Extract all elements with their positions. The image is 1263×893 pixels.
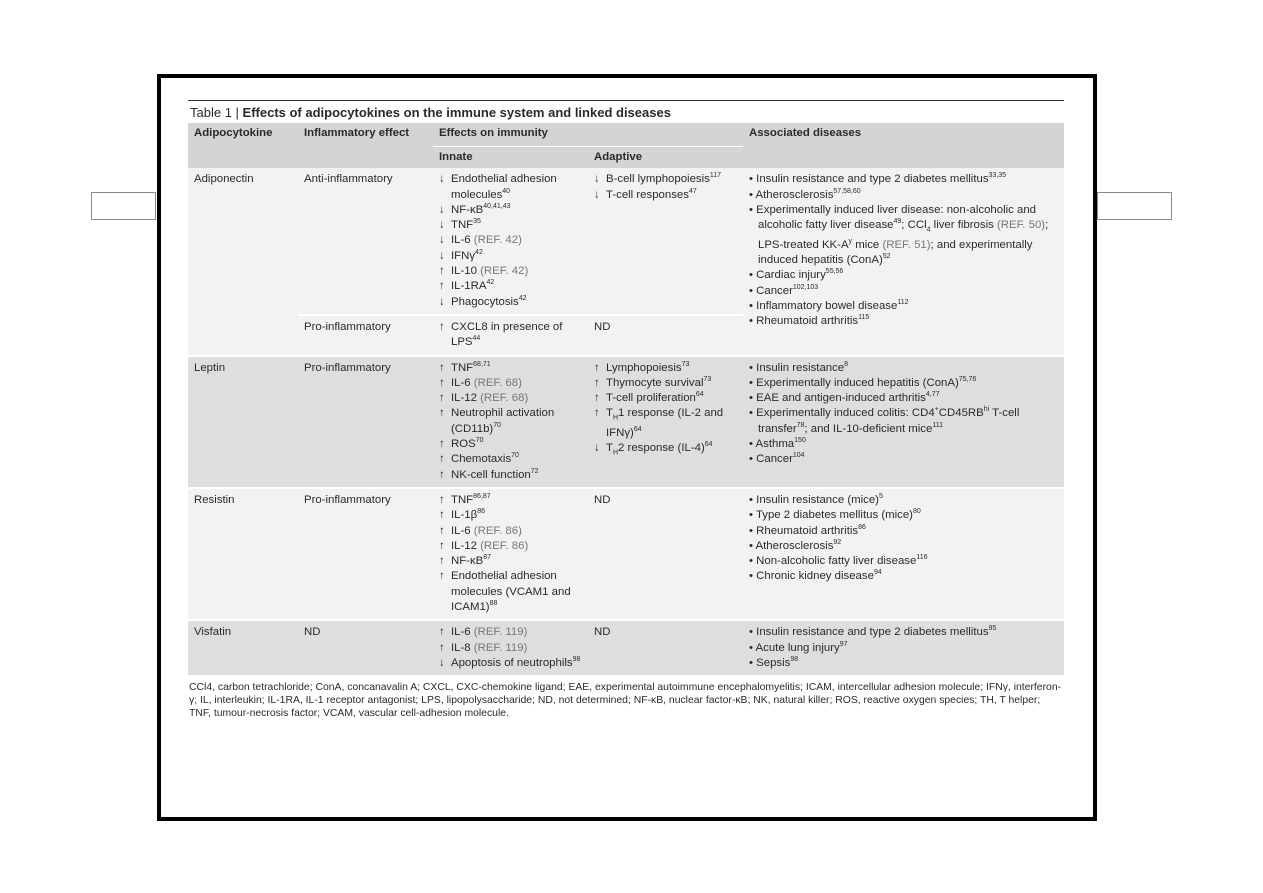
table-frame (157, 74, 1097, 821)
cell-resistin-name: Resistin (188, 488, 298, 620)
cell-adiponectin-diseases: • Insulin resistance and type 2 diabetes mellitus$^{33,35}$ • Atherosclerosis$^{57,58,60}$ • Experimentally induced liver disease: non-alcoholic and alcoholic fatty liver disease$^{49}$; CCl$_4$ liver fibrosis (REF. 50); LPS-treated $KK-A^y$ mice (REF. 51); and experimentally induced hepatitis (ConA)$^{52}$ • Cardiac injury$^{55,56}$ • Cancer$^{102,103}$ • Inflammatory bowel disease$^{112}$ • Rheumatoid arthritis$^{115}$ (743, 168, 1064, 355)
up-arrow-icon: ↑ (439, 438, 445, 451)
right-empty-box (1097, 192, 1172, 220)
up-arrow-icon: ↑ (594, 376, 600, 389)
header-row (188, 123, 1064, 147)
cell-leptin-name: Leptin (188, 356, 298, 488)
header-innate: Innate (433, 147, 588, 169)
up-arrow-icon: ↑ (439, 265, 445, 278)
header-effects-on-immunity: Effects on immunity (433, 123, 743, 147)
cell-visfatin-effect: ND (298, 620, 433, 675)
cell-adiponectin-adaptive: ↓ B-cell lymphopoiesis$^{117}$ ↓ T-cell responses$^{47}$ (588, 168, 743, 315)
header-adaptive: Adaptive (588, 147, 743, 169)
down-arrow-icon: ↓ (439, 219, 445, 232)
cell-resistin-diseases: • Insulin resistance (mice)$^5$ • Type 2 diabetes mellitus (mice)$^{80}$ • Rheumatoid arthritis$^{86}$ • Atherosclerosis$^{92}$ • Non-alcoholic fatty liver disease$^{116}$ • Chronic kidney disease$^{94}$ (743, 488, 1064, 620)
up-arrow-icon: ↑ (439, 524, 445, 537)
table-row-visfatin (188, 620, 1064, 675)
cell-leptin-adaptive: ↑ Lymphopoiesis$^{73}$ ↑ Thymocyte survival$^{73}$ ↑ T-cell proliferation$^{64}$ ↑ $T_H1$ response (IL-2 and IFNγ)$^{64}$ ↓ $T_H2$ response $(IL-4)^{64}$ (588, 356, 743, 488)
cell-visfatin-innate: ↑ IL-6 (REF. 119) ↑ IL-8 (REF. 119) ↓ Apoptosis of neutrophils$^{98}$ (433, 620, 588, 675)
up-arrow-icon: ↑ (439, 361, 445, 374)
down-arrow-icon: ↓ (439, 249, 445, 262)
cell-resistin-effect: Pro-inflammatory (298, 488, 433, 620)
up-arrow-icon: ↑ (439, 453, 445, 466)
up-arrow-icon: ↑ (439, 539, 445, 552)
cell-leptin-effect: Pro-inflammatory (298, 356, 433, 488)
table-title-main: Effects of adipocytokines on the immune system and linked diseases (242, 105, 671, 120)
cell-leptin-diseases: • Insulin resistance$^8$ • Experimentally induced hepatitis (ConA)$^{75,76}$ • EAE and antigen-induced arthritis$^{4,77}$ • Experimentally induced colitis: $CD4^+CD45RB^{hi}$ T-cell transfer$^{78}$; and IL-10-deficient mice$^{111}$ • Asthma$^{150}$ • Cancer$^{104}$ (743, 356, 1064, 488)
cell-resistin-innate: ↑ TNF$^{86,87}$ ↑ $IL-1\beta^{86}$ ↑ IL-6 (REF. 86) ↑ IL-12 (REF. 86) ↑ $NF-\kappa B^{87}$ ↑ Endothelial adhesion molecules (VCAM1 and ICAM1)$^{88}$ (433, 488, 588, 620)
table-title (188, 101, 1064, 123)
up-arrow-icon: ↑ (439, 641, 445, 654)
up-arrow-icon: ↑ (439, 407, 445, 420)
down-arrow-icon: ↓ (594, 442, 600, 455)
cell-visfatin-adaptive: ND (588, 620, 743, 675)
up-arrow-icon: ↑ (439, 555, 445, 568)
table-title-prefix: Table 1 | (190, 105, 243, 120)
up-arrow-icon: ↑ (439, 320, 445, 333)
down-arrow-icon: ↓ (439, 234, 445, 247)
down-arrow-icon: ↓ (439, 656, 445, 669)
up-arrow-icon: ↑ (594, 392, 600, 405)
up-arrow-icon: ↑ (439, 509, 445, 522)
down-arrow-icon: ↓ (439, 173, 445, 186)
table-container (188, 100, 1064, 720)
left-empty-box (91, 192, 156, 220)
down-arrow-icon: ↓ (439, 295, 445, 308)
table-row-resistin (188, 488, 1064, 620)
cell-visfatin-diseases: • Insulin resistance and type 2 diabetes mellitus$^{95}$ • Acute lung injury$^{97}$ • Sepsis$^{98}$ (743, 620, 1064, 675)
cell-adiponectin-name: Adiponectin (188, 168, 298, 355)
header-associated-diseases: Associated diseases (743, 123, 1064, 168)
table-row-adiponectin (188, 168, 1064, 315)
cell-adiponectin-effect-anti: Anti-inflammatory (298, 168, 433, 315)
table-footnote: CCl4, carbon tetrachloride; ConA, concanavalin A; CXCL, CXC-chemokine ligand; EAE, experimental autoimmune encephalomyelitis; ICAM, intercellular adhesion molecule; IFNγ, interferon-γ; IL, interleukin; IL-1RA, IL-1 receptor antagonist; LPS, lipopolysaccharide; ND, not determined; NF-κB, nuclear factor-κB; NK, natural killer; ROS, reactive oxygen species; TH, T helper; TNF, tumour-necrosis factor; VCAM, vascular cell-adhesion molecule. (189, 682, 1062, 720)
up-arrow-icon: ↑ (439, 280, 445, 293)
table-row-leptin (188, 356, 1064, 488)
up-arrow-icon: ↑ (439, 392, 445, 405)
up-arrow-icon: ↑ (439, 468, 445, 481)
up-arrow-icon: ↑ (594, 407, 600, 420)
up-arrow-icon: ↑ (594, 361, 600, 374)
cell-adiponectin-innate-pro: ↑ CXCL8 in presence of LPS$^{44}$ (433, 315, 588, 356)
up-arrow-icon: ↑ (439, 626, 445, 639)
cell-visfatin-name: Visfatin (188, 620, 298, 675)
down-arrow-icon: ↓ (439, 203, 445, 216)
down-arrow-icon: ↓ (594, 188, 600, 201)
innate-pro-text: CXCL8 in presence of LPS (451, 320, 563, 349)
header-adipocytokine: Adipocytokine (188, 123, 298, 168)
adipocytokine-table (188, 123, 1064, 675)
header-inflammatory-effect: Inflammatory effect (298, 123, 433, 168)
up-arrow-icon: ↑ (439, 493, 445, 506)
up-arrow-icon: ↑ (439, 570, 445, 583)
cell-adiponectin-effect-pro: Pro-inflammatory (298, 315, 433, 356)
cell-adiponectin-innate: ↓ Endothelial adhesion molecules$^{40}$ ↓ NF-κB$^{40,41,43}$ ↓ TNF$^{35}$ ↓ IL-6 (REF. 42) ↓ IFNγ$^{42}$ ↑ IL-10 (REF. 42) ↑ IL-1RA$^{42}$ ↓ Phagocytosis$^{42}$ (433, 168, 588, 315)
up-arrow-icon: ↑ (439, 376, 445, 389)
cell-adiponectin-adaptive-pro: ND (588, 315, 743, 356)
down-arrow-icon: ↓ (594, 173, 600, 186)
cell-leptin-innate: ↑ TNF$^{68,71}$ ↑ IL-6 (REF. 68) ↑ IL-12 (REF. 68) ↑ Neutrophil activation $(CD11b)^{70}$ ↑ ROS$^{70}$ ↑ Chemotaxis$^{70}$ ↑ NK-cell function$^{72}$ (433, 356, 588, 488)
cell-resistin-adaptive: ND (588, 488, 743, 620)
